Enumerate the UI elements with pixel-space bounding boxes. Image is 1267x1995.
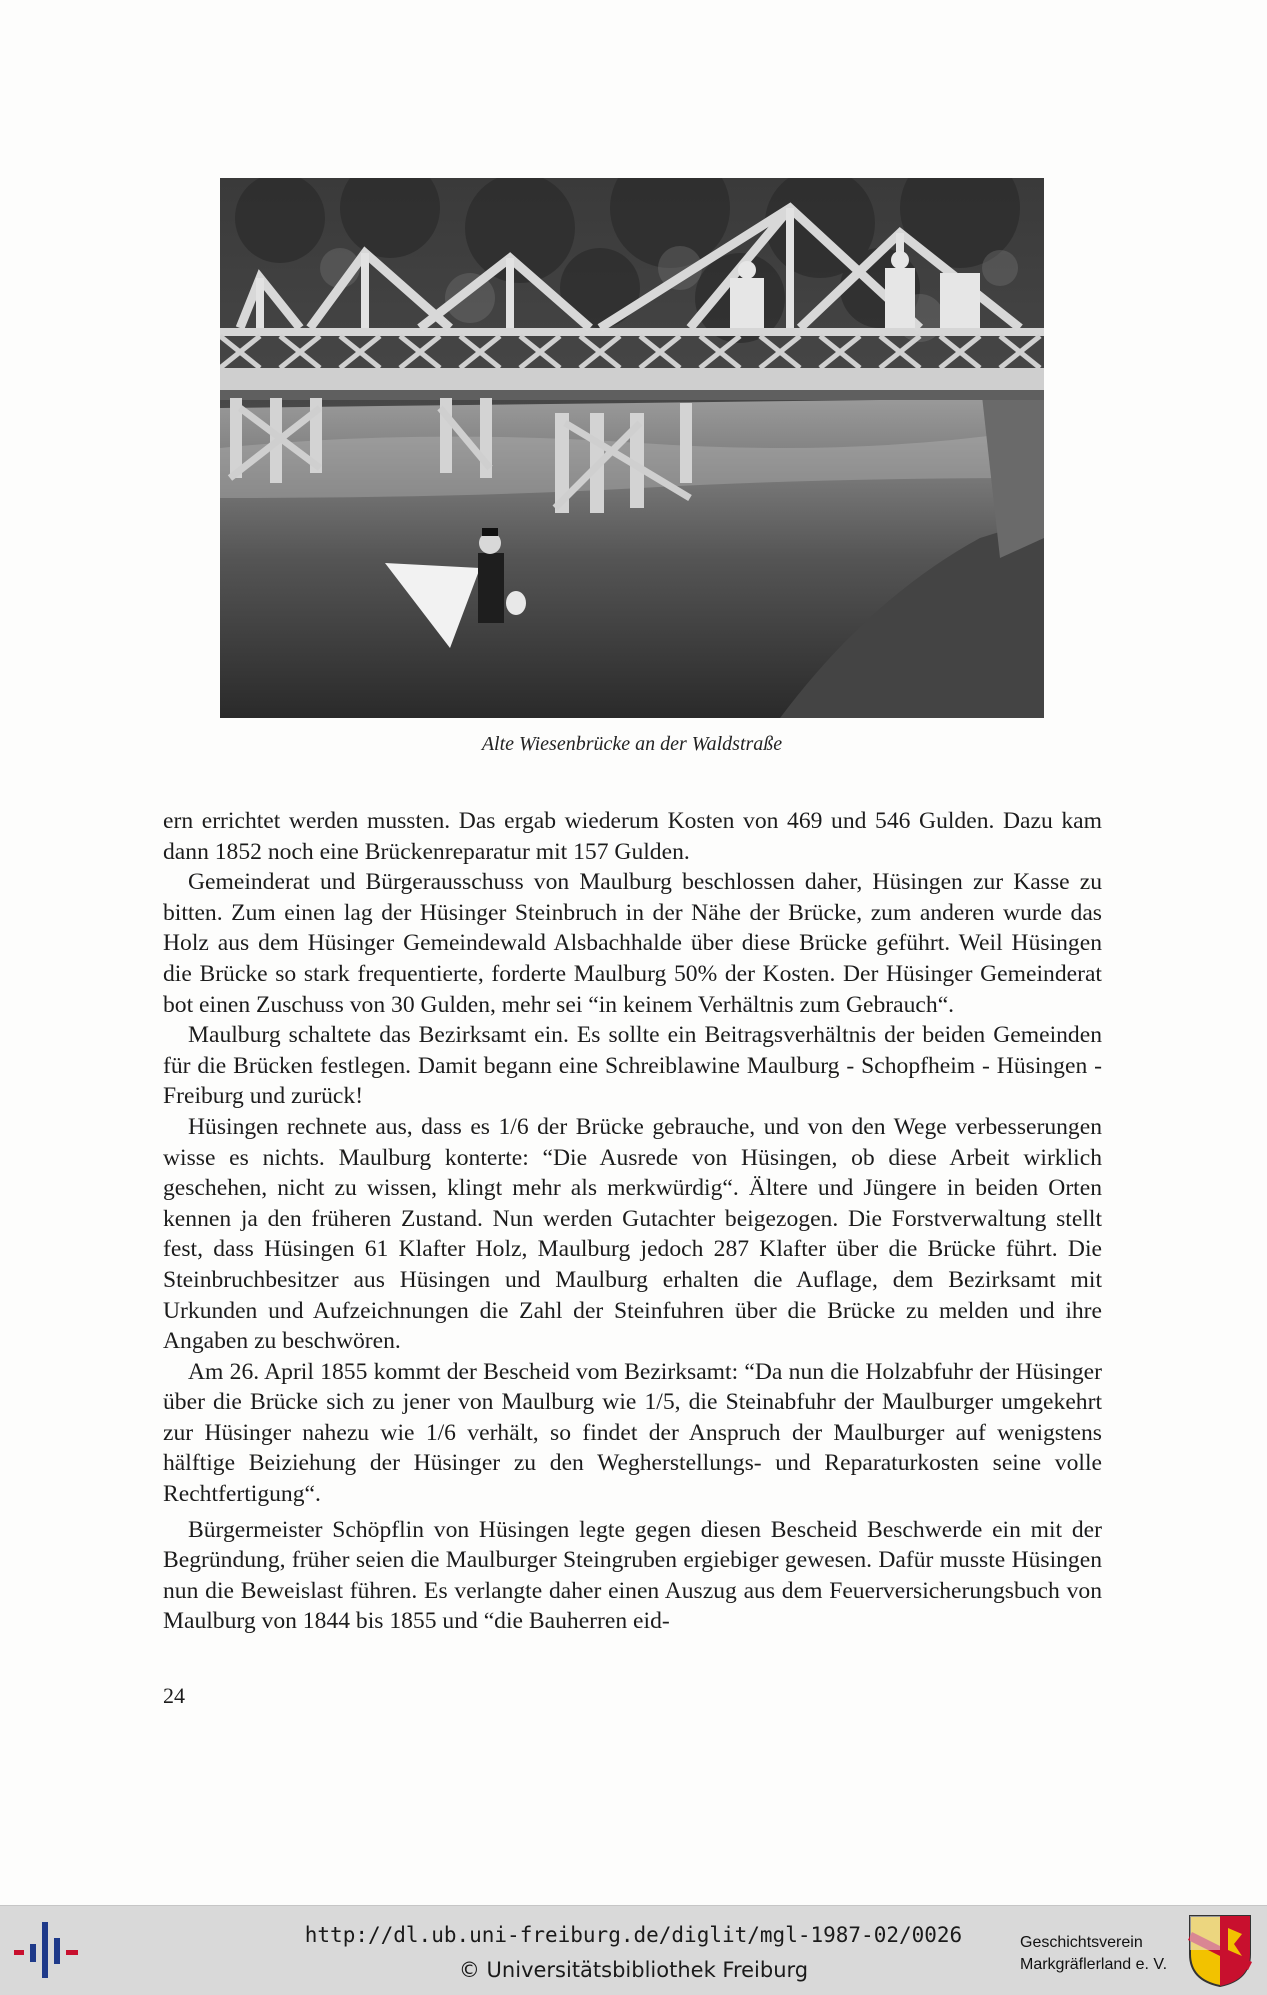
document-url[interactable]: http://dl.ub.uni-freiburg.de/diglit/mgl-1987-02/0026 — [304, 1923, 963, 1947]
photo-caption: Alte Wiesenbrücke an der Waldstraße — [481, 733, 783, 755]
society-name — [1020, 1932, 1190, 1976]
photo-illustration — [220, 178, 1044, 718]
body-text — [163, 806, 1102, 1637]
paragraph: Am 26. April 1855 kommt der Bescheid vom Bezirksamt: “Da nun die Holzabfuhr der Hüsinger über die Brücke sich zu jener von Maulburg wie 1/5, die Steinabfuhr der Maulburger umgekehrt zur Hüsinger nahezu wie 1/6 verhält, so findet der Anspruch der Maulburger auf wenigstens hälftige Beiziehung der Hüsinger zu den Wegherstellungs- und Reparaturkosten seine volle Rechtfertigung“. — [163, 1358, 1102, 1508]
society-name-line: Markgräflerland e. V. — [1020, 1956, 1168, 1973]
paragraph: Gemeinderat und Bürgerausschuss von Maulburg beschlossen daher, Hüsingen zur Kasse zu bitten. Zum einen lag der Hüsinger Steinbruch in der Nähe der Brücke, zum anderen wurde das Holz aus dem Hüsinger Gemeindewald Alsbachhalde über diese Brücke geführt. Weil Hüsingen die Brücke so stark frequentierte, forderte Maulburg 50% der Kosten. Der Hüsinger Gemeinderat bot einen Zuschuss von 30 Gulden, mehr sei “in keinem Verhältnis zum Gebrauch“. — [163, 869, 1102, 1018]
coat-of-arms-icon — [1188, 1914, 1252, 1988]
ub-freiburg-logo-icon[interactable] — [12, 1920, 82, 1980]
page-number: 24 — [163, 1683, 185, 1708]
footer-bar — [0, 1905, 1267, 1995]
paragraph: ern errichtet werden mussten. Das ergab wiederum Kosten von 469 und 546 Gulden. Dazu kam dann 1852 noch eine Brückenreparatur mit 157 Gulden. — [163, 808, 1102, 865]
paragraph: Bürgermeister Schöpflin von Hüsingen legte gegen diesen Bescheid Beschwerde ein mit der Begründung, früher seien die Maulburger Steingruben ergiebiger gewesen. Dafür musste Hüsingen nun die Beweislast führen. Es verlangte daher einen Auszug aus dem Feuerversicherungsbuch von Maulburg von 1844 bis 1855 und “die Bauherren eid- — [163, 1516, 1102, 1635]
society-name-line: Geschichtsverein — [1020, 1934, 1143, 1951]
copyright-notice: © Universitätsbibliothek Freiburg — [458, 1958, 809, 1982]
paragraph: Hüsingen rechnete aus, dass es 1/6 der Brücke gebrauche, und von den Wege verbesserungen wisse es nichts. Maulburg konterte: “Die Ausrede von Hüsingen, ob diese Arbeit wirklich geschehen, nicht zu wissen, klingt mehr als merkwürdig“. Ältere und Jüngere in beiden Orten kennen ja den früheren Zustand. Nun werden Gutachter beigezogen. Die Forstverwaltung stellt fest, dass Hüsingen 61 Klafter Holz, Maulburg jedoch 287 Klafter über die Brücke führt. Die Steinbruchbesitzer aus Hüsingen und Maulburg erhalten die Auflage, dem Bezirksamt mit Urkunden und Aufzeichnungen die Zahl der Steinfuhren über die Brücke zu melden und ihre Angaben zu beschwören. — [163, 1113, 1102, 1355]
paragraph: Maulburg schaltete das Bezirksamt ein. Es sollte ein Beitragsverhältnis der beiden Gemeinden für die Brücken festlegen. Damit begann eine Schreiblawine Maulburg - Schopfheim - Hüsingen - Freiburg und zurück! — [163, 1022, 1102, 1110]
bridge-photograph — [220, 178, 1044, 718]
